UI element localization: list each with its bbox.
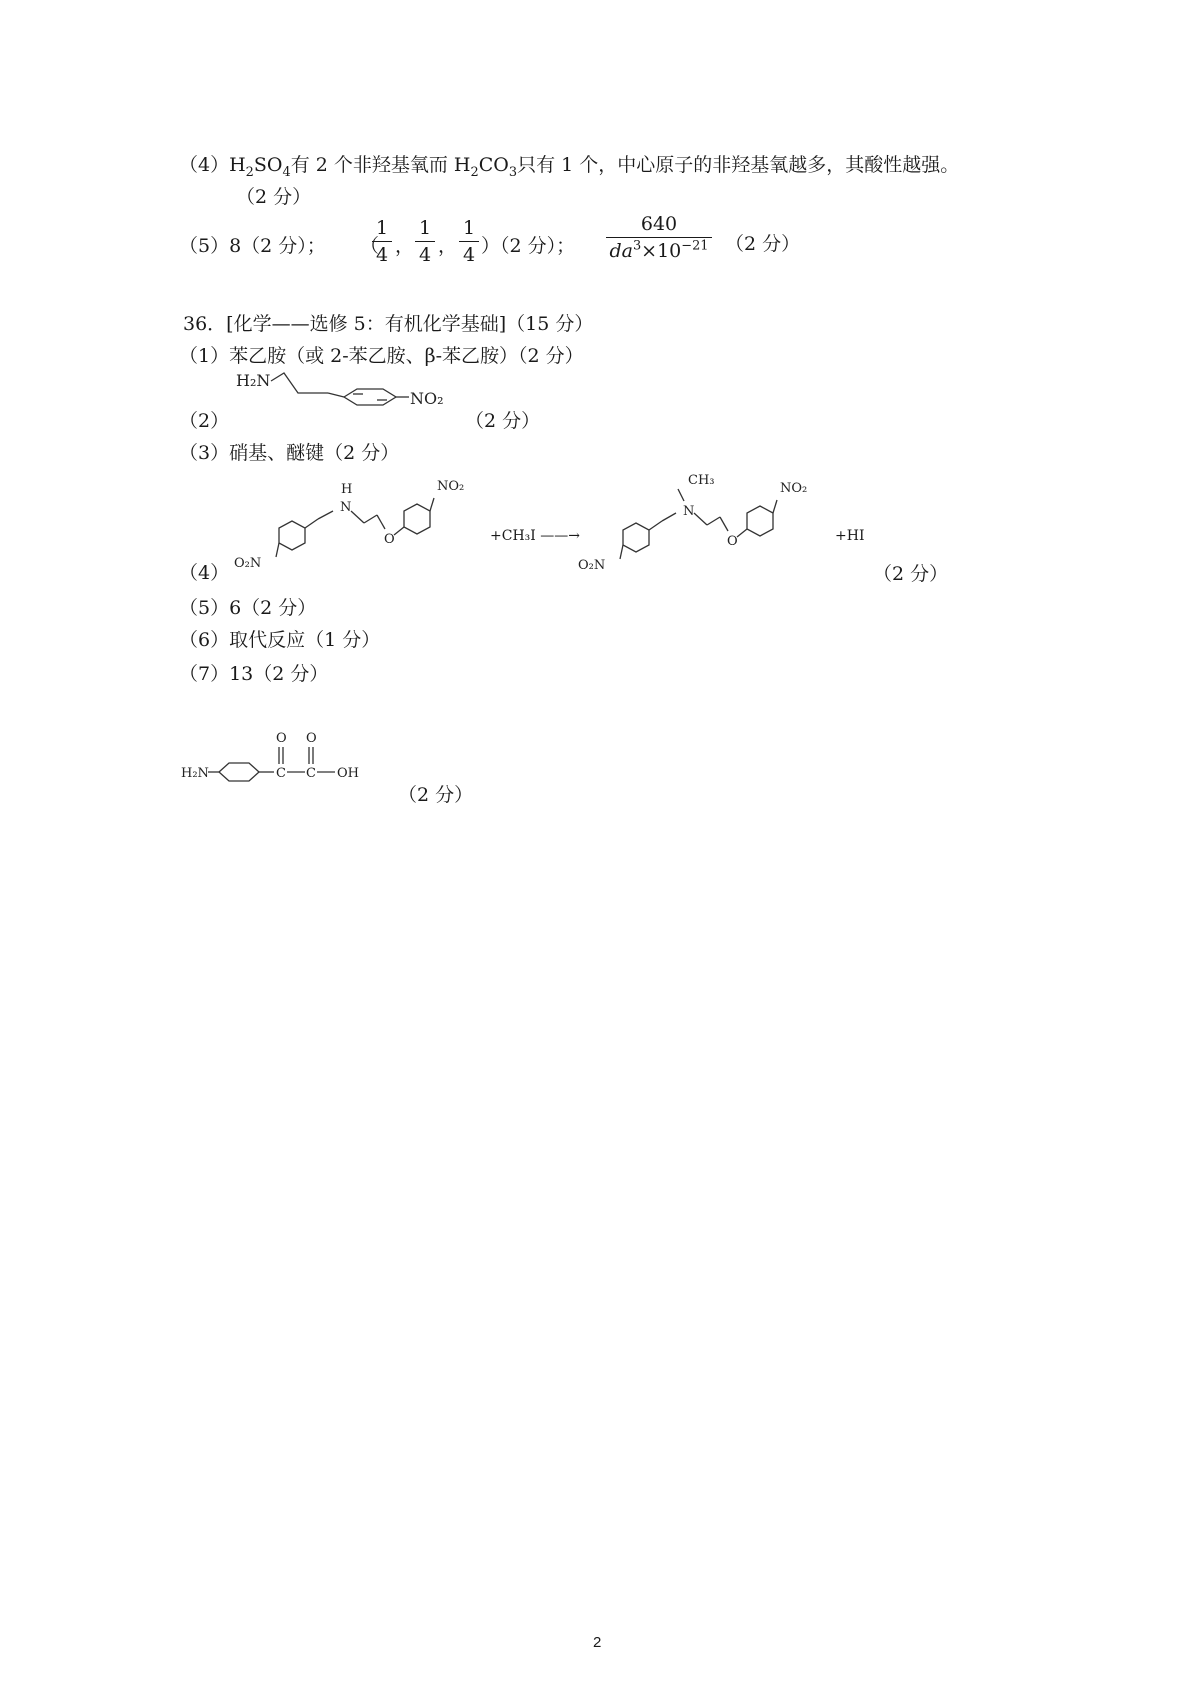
q35-4-label: （4） <box>179 154 230 176</box>
q35-4-text-b: 只有 1 个，中心原子的非羟基氧越多，其酸性越强。 <box>517 154 960 176</box>
h2co3-formula: $H_2CO_3$ <box>453 154 518 180</box>
density-fraction: 640 $da^3\times 10^{-21}$ <box>606 211 712 264</box>
reactant-structure <box>234 473 494 573</box>
comma-2: ， <box>438 235 458 257</box>
oh-label: OH <box>337 766 359 781</box>
q36-p7: （7）13（2 分） <box>179 663 329 685</box>
q35-5-label: （5）8（2 分）； <box>179 235 326 257</box>
carbonyl-o-2: O <box>306 731 317 746</box>
carbonyl-c-1: C <box>276 766 286 781</box>
q35-4-score: （2 分） <box>236 186 312 208</box>
o2n-label: O₂N <box>234 556 262 571</box>
q36-p2-score: （2 分） <box>465 410 541 432</box>
h2n-label-7: H₂N <box>181 766 209 781</box>
q36-p8-score: （2 分） <box>398 784 474 806</box>
carbonyl-c-2: C <box>306 766 316 781</box>
nh-h-label: H <box>341 482 353 497</box>
q35-5-answer: 8（2 分）； <box>229 235 326 257</box>
benzene-ring-left <box>279 521 305 550</box>
structure-aminophenylglyoxylic-acid <box>181 727 401 787</box>
q36-p3: （3）硝基、醚键（2 分） <box>179 442 400 464</box>
q36-heading: 36．[化学——选修 5：有机化学基础]（15 分） <box>183 313 594 335</box>
density-score: （2 分） <box>725 233 801 255</box>
nh-n-label: N <box>340 500 352 515</box>
plus-ch3i: +CH₃I ——→ <box>490 528 580 544</box>
paren-open: （ <box>360 235 380 257</box>
q36-p6: （6）取代反应（1 分） <box>179 629 381 651</box>
product-structure <box>578 467 838 572</box>
comma-1: ， <box>395 235 415 257</box>
no2-label: NO₂ <box>410 389 444 408</box>
ethyl-chain <box>271 373 328 393</box>
q36-p1: （1）苯乙胺（或 2-苯乙胺、β-苯乙胺）（2 分） <box>179 345 584 367</box>
benzene-ring-right-product <box>747 506 773 536</box>
q35-4-text-a: 有 2 个非羟基氧而 <box>290 154 448 176</box>
page-number: 2 <box>593 1634 602 1651</box>
product-n-label: N <box>683 504 695 519</box>
ether-o-label: O <box>384 532 395 547</box>
h2so4-formula: $H_2SO_4$ <box>229 154 291 180</box>
q35-4-line <box>179 150 960 180</box>
benzene-ring-right <box>404 504 430 534</box>
benzene-ring-left-product <box>623 523 649 552</box>
reaction-arrow: ——→ <box>535 528 580 544</box>
coord-fraction-1: 1 4 <box>372 215 392 268</box>
paren-close-score: ）（2 分）； <box>481 235 576 257</box>
q36-p5: （5）6（2 分） <box>179 597 317 619</box>
q36-p4-label: （4） <box>179 562 230 584</box>
h2n-label: H₂N <box>236 371 271 390</box>
structure-2-nitrophenethylamine <box>236 369 456 419</box>
plus-hi: +HI <box>835 528 865 544</box>
no2-product-label: NO₂ <box>780 481 808 496</box>
q36-p4-score: （2 分） <box>873 563 949 585</box>
product-o-label: O <box>727 534 738 549</box>
benzene-ring-7 <box>219 763 259 781</box>
no2-right-label: NO₂ <box>437 479 465 494</box>
ch3-label: CH₃ <box>688 473 715 488</box>
benzene-ring <box>344 389 396 405</box>
o2n-product-label: O₂N <box>578 558 606 573</box>
coord-fraction-2: 1 4 <box>415 215 435 268</box>
q36-p2-label: （2） <box>179 410 230 432</box>
coord-fraction-3: 1 4 <box>459 215 479 268</box>
carbonyl-o-1: O <box>276 731 287 746</box>
